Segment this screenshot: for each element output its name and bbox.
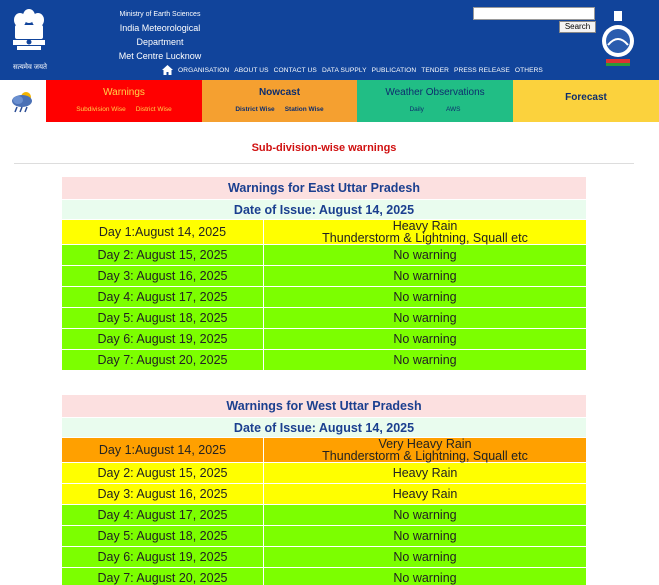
day-cell: Day 5: August 18, 2025 xyxy=(62,526,264,547)
menu-nowcast-station[interactable]: Station Wise xyxy=(284,106,324,113)
day-cell: Day 2: August 15, 2025 xyxy=(62,463,264,484)
warnings-table-east-up xyxy=(61,176,587,371)
menu-observations-aws[interactable]: AWS xyxy=(445,106,461,113)
menu-weather-icon-cell xyxy=(0,80,46,122)
table-title: Warnings for East Uttar Pradesh xyxy=(62,177,587,200)
day-cell: Day 3: August 16, 2025 xyxy=(62,484,264,505)
nav-tender[interactable]: TENDER xyxy=(421,66,449,74)
warning-cell: No warning xyxy=(264,329,587,350)
search-input[interactable] xyxy=(473,7,595,20)
menu-nowcast-district[interactable]: District Wise xyxy=(235,106,275,113)
menu-nowcast[interactable] xyxy=(202,80,357,122)
day-cell: Day 1:August 14, 2025 xyxy=(62,220,264,245)
warning-cell: No warning xyxy=(264,526,587,547)
day-cell: Day 4: August 17, 2025 xyxy=(62,505,264,526)
main-menu-bar xyxy=(0,80,659,122)
table-row xyxy=(62,245,587,266)
table-row xyxy=(62,220,587,245)
national-emblem-icon[interactable] xyxy=(9,4,49,62)
nav-contact-us[interactable]: CONTACT US xyxy=(273,66,317,74)
warning-cell: No warning xyxy=(264,568,587,585)
warning-cell xyxy=(264,220,587,245)
warning-cell: Heavy Rain xyxy=(264,484,587,505)
menu-warnings-subdivision[interactable]: Subdivision Wise xyxy=(76,106,126,113)
table-row xyxy=(62,463,587,484)
menu-weather-observations[interactable] xyxy=(357,80,513,122)
menu-forecast-title[interactable]: Forecast xyxy=(565,92,607,103)
emblem-motto: सत्यमेव जयते xyxy=(12,64,48,71)
day-cell: Day 1:August 14, 2025 xyxy=(62,438,264,463)
nav-about-us[interactable]: ABOUT US xyxy=(234,66,269,74)
home-icon[interactable] xyxy=(162,65,173,75)
table-row xyxy=(62,308,587,329)
day-cell: Day 7: August 20, 2025 xyxy=(62,568,264,585)
warning-cell: No warning xyxy=(264,308,587,329)
table-row xyxy=(62,526,587,547)
table-row xyxy=(62,438,587,463)
menu-observations-title[interactable]: Weather Observations xyxy=(385,87,485,98)
imd-logo-icon[interactable] xyxy=(598,9,638,67)
day-cell: Day 4: August 17, 2025 xyxy=(62,287,264,308)
warning-line-1: Very Heavy Rain xyxy=(378,437,472,451)
nav-others[interactable]: OTHERS xyxy=(514,66,543,74)
warnings-table-west-up xyxy=(61,394,587,585)
issue-date: Date of Issue: August 14, 2025 xyxy=(62,200,587,220)
day-cell: Day 6: August 19, 2025 xyxy=(62,329,264,350)
divider xyxy=(14,163,634,164)
warning-cell: No warning xyxy=(264,350,587,371)
nav-press-release[interactable]: PRESS RELEASE xyxy=(453,66,510,74)
table-row xyxy=(62,329,587,350)
menu-warnings-title[interactable]: Warnings xyxy=(103,87,145,98)
table-title: Warnings for West Uttar Pradesh xyxy=(62,395,587,418)
warning-cell: No warning xyxy=(264,547,587,568)
table-row xyxy=(62,568,587,585)
rain-cloud-icon[interactable] xyxy=(10,89,36,113)
warning-cell: No warning xyxy=(264,505,587,526)
top-navigation xyxy=(162,65,543,75)
menu-observations-daily[interactable]: Daily xyxy=(409,106,424,113)
menu-warnings[interactable] xyxy=(46,80,202,122)
nav-data-supply[interactable]: DATA SUPPLY xyxy=(321,66,367,74)
day-cell: Day 7: August 20, 2025 xyxy=(62,350,264,371)
organisation-block xyxy=(100,10,220,63)
ministry-name: Ministry of Earth Sciences xyxy=(119,11,201,18)
day-cell: Day 3: August 16, 2025 xyxy=(62,266,264,287)
table-row xyxy=(62,484,587,505)
page-title: Sub-division-wise warnings xyxy=(251,142,397,154)
table-row xyxy=(62,266,587,287)
warning-cell: No warning xyxy=(264,245,587,266)
warning-cell: Heavy Rain xyxy=(264,463,587,484)
menu-forecast[interactable] xyxy=(513,80,659,122)
menu-warnings-district[interactable]: District Wise xyxy=(135,106,172,113)
warning-cell: No warning xyxy=(264,266,587,287)
warning-cell: No warning xyxy=(264,287,587,308)
day-cell: Day 6: August 19, 2025 xyxy=(62,547,264,568)
department-name: India Meteorological Department xyxy=(119,23,201,47)
menu-nowcast-title[interactable]: Nowcast xyxy=(258,87,301,98)
table-row xyxy=(62,505,587,526)
site-header xyxy=(0,0,659,80)
centre-name: Met Centre Lucknow xyxy=(118,51,202,61)
warning-line-2: Thunderstorm & Lightning, Squall etc xyxy=(322,449,528,463)
table-row xyxy=(62,350,587,371)
warning-line-1: Heavy Rain xyxy=(392,219,458,233)
warning-cell xyxy=(264,438,587,463)
search-button[interactable]: Search xyxy=(559,21,596,33)
table-row xyxy=(62,547,587,568)
table-row xyxy=(62,287,587,308)
day-cell: Day 5: August 18, 2025 xyxy=(62,308,264,329)
nav-publication[interactable]: PUBLICATION xyxy=(371,66,417,74)
nav-organisation[interactable]: ORGANISATION xyxy=(178,66,230,74)
day-cell: Day 2: August 15, 2025 xyxy=(62,245,264,266)
warning-line-2: Thunderstorm & Lightning, Squall etc xyxy=(322,231,528,245)
issue-date: Date of Issue: August 14, 2025 xyxy=(62,418,587,438)
